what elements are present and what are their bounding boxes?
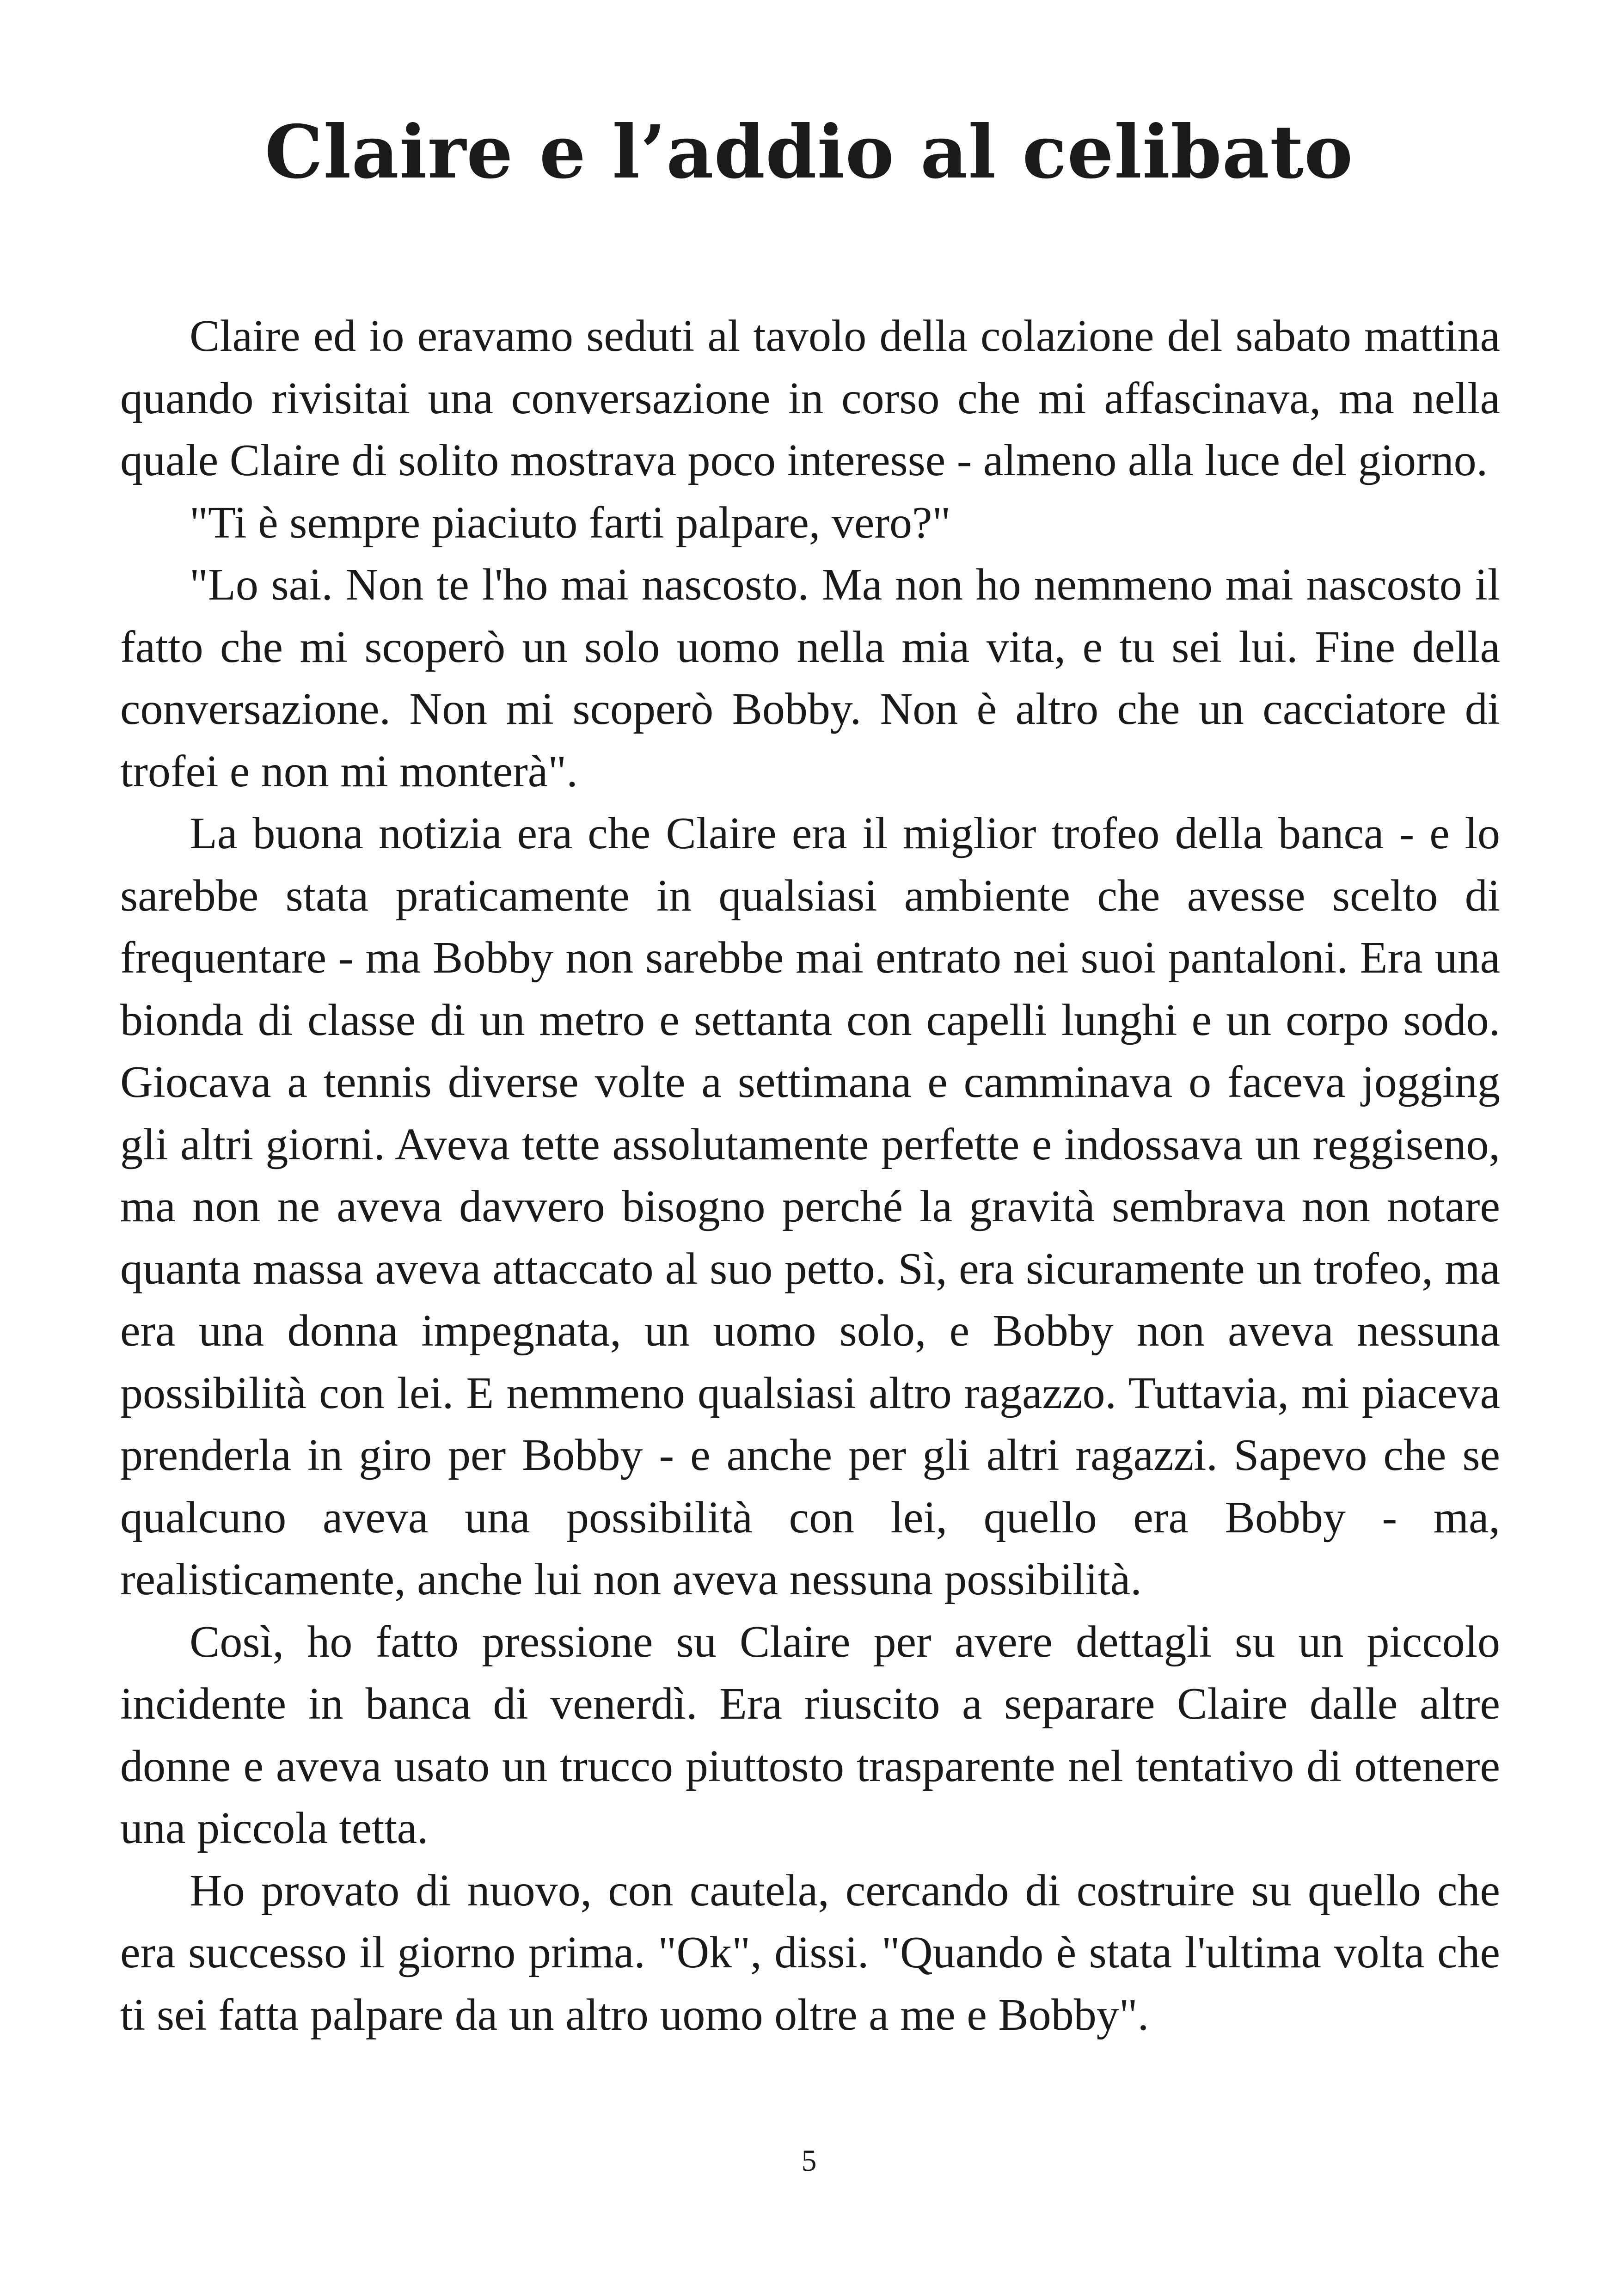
paragraph: Claire ed io eravamo seduti al tavolo della colazione del sabato mattina quando rivisitai una conversazione in corso che mi affascinava, ma nella quale Claire di solito mostrava poco interesse - almeno alla luce del giorno. xyxy=(120,311,1500,485)
paragraph: "Ti è sempre piaciuto farti palpare, vero?" xyxy=(190,497,951,548)
paragraph: Ho provato di nuovo, con cautela, cercando di costruire su quello che era successo il giorno prima. "Ok", dissi. "Quando è stata l'ultima volta che ti sei fatta palpare da un altro uomo oltre a me e Bobby". xyxy=(120,1865,1500,2040)
paragraph: Così, ho fatto pressione su Claire per avere dettagli su un piccolo incidente in banca di venerdì. Era riuscito a separare Claire dalle altre donne e aveva usato un trucco piuttosto trasparente nel tentativo di ottenere una piccola tetta. xyxy=(120,1616,1500,1853)
body-text xyxy=(120,305,1500,2046)
chapter-title: Claire e l’addio al celibato xyxy=(264,110,1354,195)
paragraph: "Lo sai. Non te l'ho mai nascosto. Ma non ho nemmeno mai nascosto il fatto che mi scoperò un solo uomo nella mia vita, e tu sei lui. Fine della conversazione. Non mi scoperò Bobby. Non è altro che un cacciatore di trofei e non mi monterà". xyxy=(120,560,1500,796)
paragraph: La buona notizia era che Claire era il miglior trofeo della banca - e lo sarebbe stata praticamente in qualsiasi ambiente che avesse scelto di frequentare - ma Bobby non sarebbe mai entrato nei suoi pantaloni. Era una bionda di classe di un metro e settanta con capelli lunghi e un corpo sodo. Giocava a tennis diverse volte a settimana e camminava o faceva jogging gli altri giorni. Aveva tette assolutamente perfette e indossava un reggiseno, ma non ne aveva davvero bisogno perché la gravità sembrava non notare quanta massa aveva attaccato al suo petto. Sì, era sicuramente un trofeo, ma era una donna impegnata, un uomo solo, e Bobby non aveva nessuna possibilità con lei. E nemmeno qualsiasi altro ragazzo. Tuttavia, mi piaceva prenderla in giro per Bobby - e anche per gli altri ragazzi. Sapevo che se qualcuno aveva una possibilità con lei, quello era Bobby - ma, realisticamente, anche lui non aveva nessuna possibilità. xyxy=(120,808,1500,1604)
page-number: 5 xyxy=(801,2144,817,2178)
